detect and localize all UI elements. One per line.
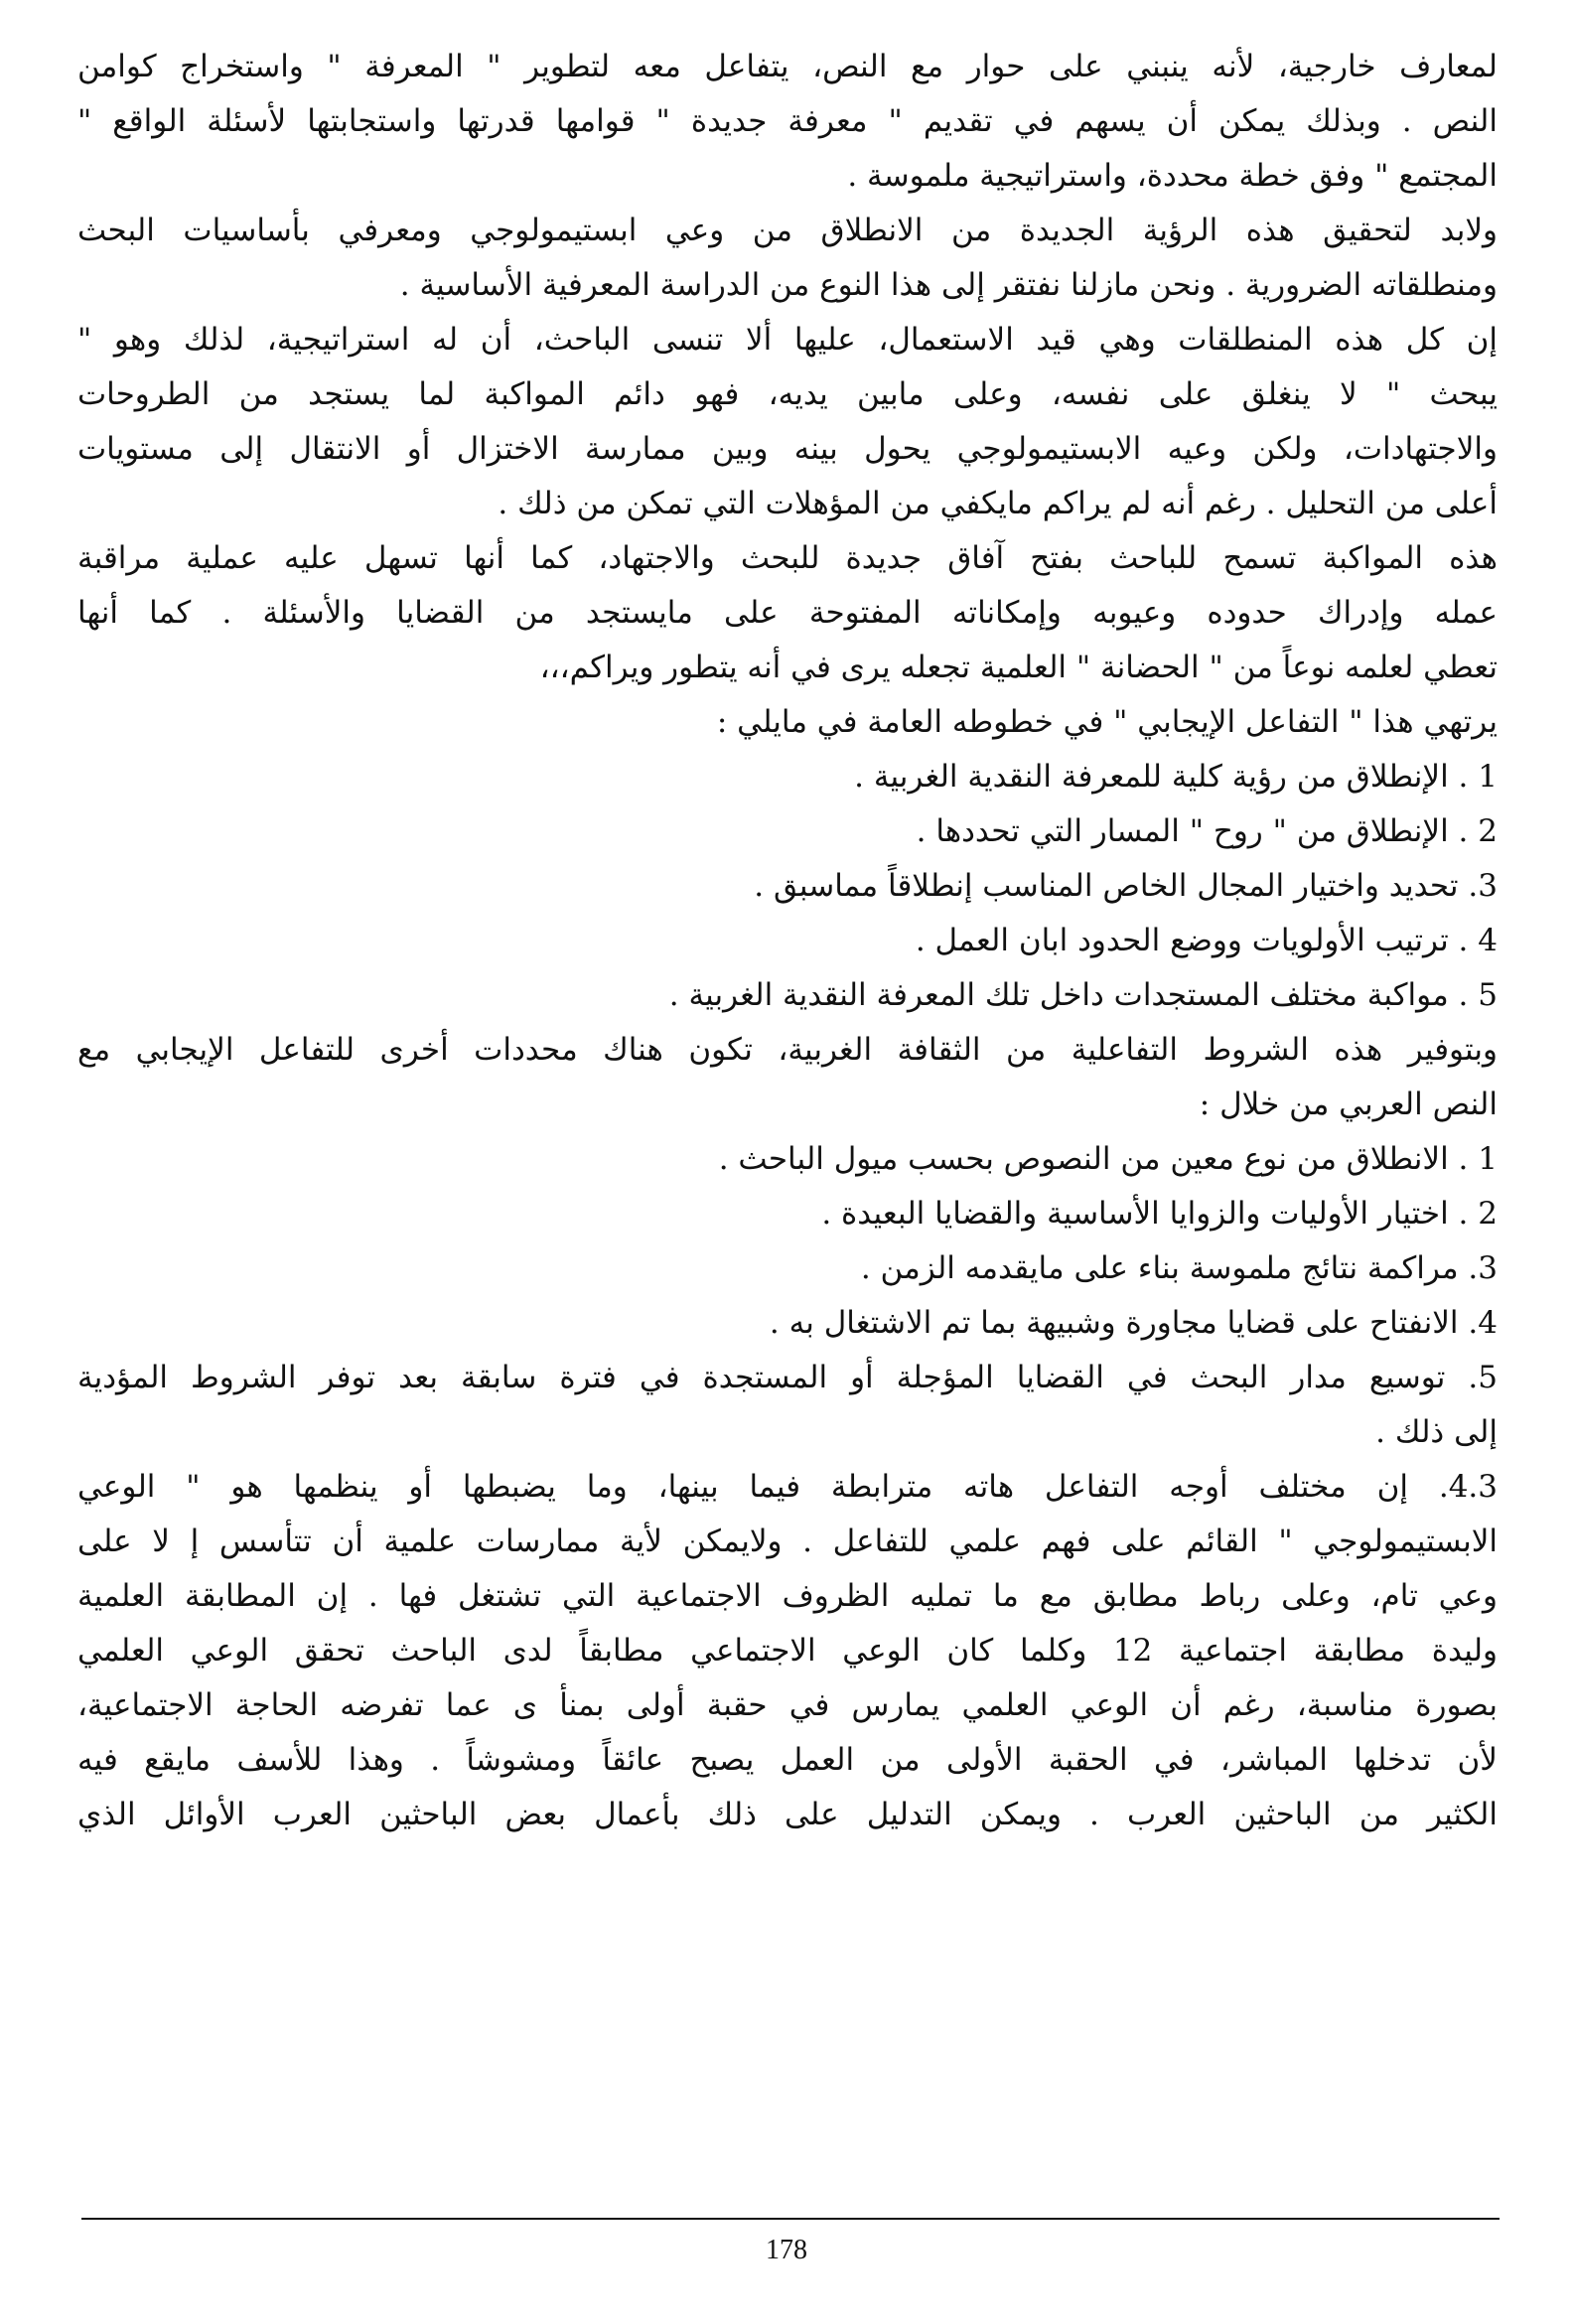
text-line: 2 . اختيار الأوليات والزوايا الأساسية والقضايا البعيدة . [821,1196,1498,1232]
footer-divider [81,2218,1500,2220]
text-line: 3. مراكمة نتائج ملموسة بناء على مايقدمه الزمن . [860,1250,1498,1286]
text-line: النص . وبذلك يمكن أن يسهم في تقديم " معرفة جديدة " قوامها قدرتها واستجابتها لأسئلة الواقع " [77,103,1498,139]
text-line: يرتهي هذا " التفاعل الإيجابي " في خطوطه العامة في مايلي : [716,704,1498,740]
text-line: يبحث " لا ينغلق على نفسه، وعلى مابين يديه، فهو دائم المواكبة لما يستجد من الطروحات [77,376,1498,412]
text-line: بصورة مناسبة، رغم أن الوعي العلمي يمارس في حقبة أولى بمنأ ى عما تفرضه الحاجة الاجتماعية، [77,1687,1498,1723]
text-line: ولابد لتحقيق هذه الرؤية الجديدة من الانطلاق من وعي ابستيمولوجي ومعرفي بأساسيات البحث [77,213,1498,248]
text-line: إن كل هذه المنطلقات وهي قيد الاستعمال، عليها ألا تنسى الباحث، أن له استراتيجية، لذلك وهو " [77,322,1498,358]
text-line: 4.3. إن مختلف أوجه التفاعل هاته مترابطة فيما بينها، وما يضبطها أو ينظمها هو " الوعي [77,1469,1498,1505]
text-line: المجتمع " وفق خطة محددة، واستراتيجية ملموسة . [847,158,1498,194]
text-line: النص العربي من خلال : [1199,1087,1498,1122]
text-line: 5 . مواكبة مختلف المستجدات داخل تلك المعرفة النقدية الغربية . [668,977,1498,1013]
text-line: لمعارف خارجية، لأنه ينبني على حوار مع النص، يتفاعل معه لتطوير " المعرفة " واستخراج كوامن [77,49,1498,84]
text-line: ومنطلقاته الضرورية . ونحن مازلنا نفتقر إلى هذا النوع من الدراسة المعرفية الأساسية . [399,267,1498,303]
text-line: الكثير من الباحثين العرب . ويمكن التدليل على ذلك بأعمال بعض الباحثين العرب الأوائل الذي [77,1797,1498,1832]
text-line: وبتوفير هذه الشروط التفاعلية من الثقافة الغربية، تكون هناك محددات أخرى للتفاعل الإيجابي مع [77,1032,1498,1068]
text-line: 5. توسيع مدار البحث في القضايا المؤجلة أو المستجدة في فترة سابقة بعد توفر الشروط المؤدية [77,1360,1498,1395]
text-line: 4 . ترتيب الأولويات ووضع الحدود ابان العمل . [915,923,1498,958]
text-line: والاجتهادات، ولكن وعيه الابستيمولوجي يحول بينه وبين ممارسة الاختزال أو الانتقال إلى مستويات [77,431,1498,467]
text-line: 4. الانفتاح على قضايا مجاورة وشبيهة بما تم الاشتغال به . [769,1305,1498,1341]
text-line: تعطي لعلمه نوعاً من " الحضانة " العلمية تجعله يرى في أنه يتطور ويراكم،،، [539,650,1498,685]
text-line: عمله وإدراك حدوده وعيوبه وإمكاناته المفتوحة على مايستجد من القضايا والأسئلة . كما أنها [77,595,1498,631]
text-line: الابستيمولوجي " القائم على فهم علمي للتفاعل . ولايمكن لأية ممارسات علمية أن تتأسس إ لا على [77,1524,1498,1559]
text-line: وعي تام، وعلى رباط مطابق مع ما تمليه الظروف الاجتماعية التي تشتغل فها . إن المطابقة العلمية [77,1578,1498,1614]
text-line: إلى ذلك . [1375,1414,1498,1450]
text-line: لأن تدخلها المباشر، في الحقبة الأولى من العمل يصبح عائقاً ومشوشاً . وهذا للأسف مايقع فيه [77,1742,1498,1778]
text-line: وليدة مطابقة اجتماعية 12 وكلما كان الوعي الاجتماعي مطابقاً لدى الباحث تحقق الوعي العلمي [77,1633,1498,1669]
body-text [77,40,1498,1842]
page-number: 178 [766,2235,807,2265]
text-line: هذه المواكبة تسمح للباحث بفتح آفاق جديدة للبحث والاجتهاد، كما أنها تسهل عليه عملية مراقبة [77,540,1498,576]
text-line: 3. تحديد واختيار المجال الخاص المناسب إنطلاقاً مماسبق . [754,868,1498,904]
text-line: 2 . الإنطلاق من " روح " المسار التي تحددها . [916,813,1498,849]
text-line: أعلى من التحليل . رغم أنه لم يراكم مايكفي من المؤهلات التي تمكن من ذلك . [498,486,1498,521]
text-line: 1 . الانطلاق من نوع معين من النصوص بحسب ميول الباحث . [718,1141,1498,1177]
text-line: 1 . الإنطلاق من رؤية كلية للمعرفة النقدية الغربية . [854,759,1498,795]
